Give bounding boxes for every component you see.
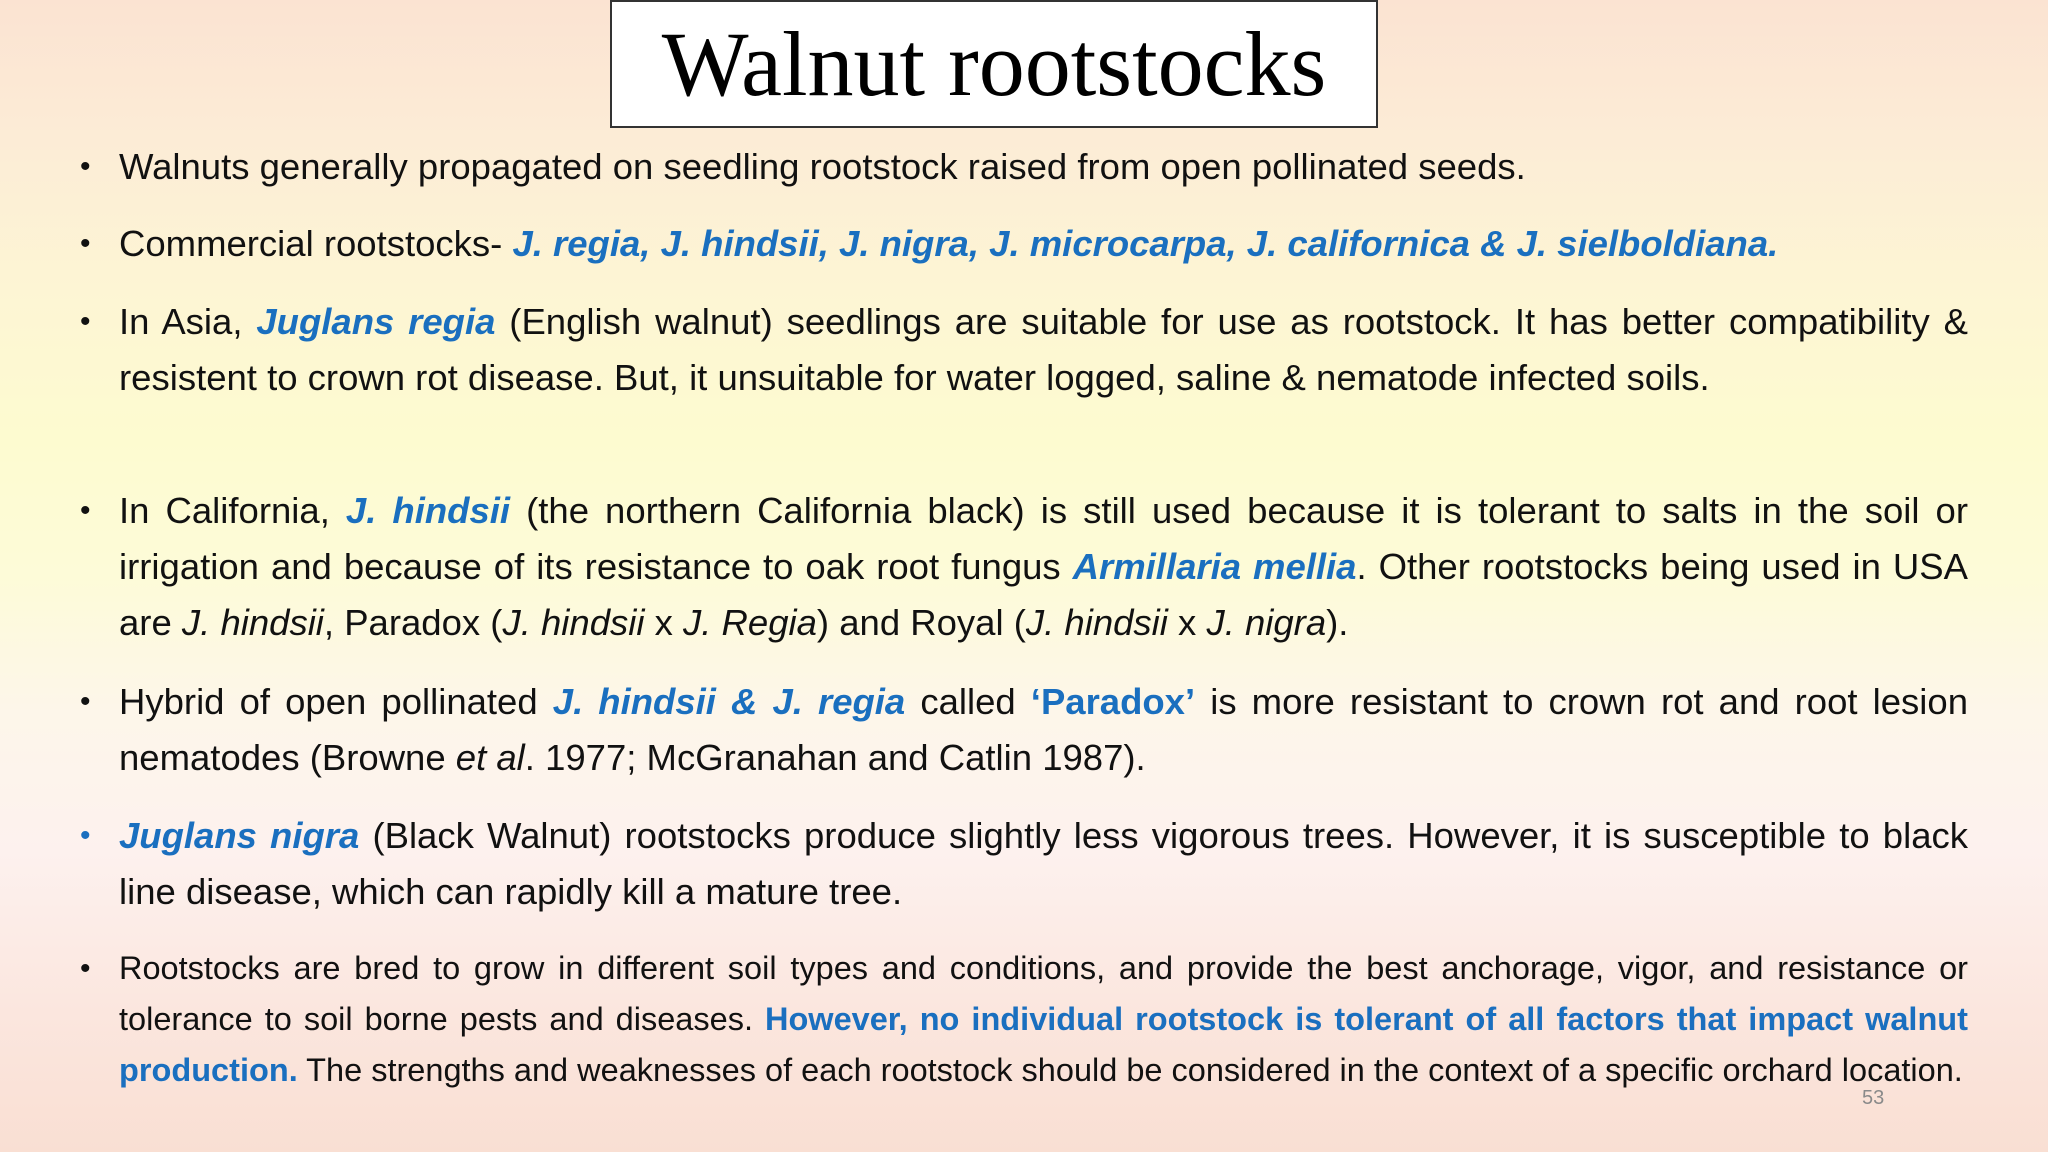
bullet-5-text-4: . 1977; McGranahan and Catlin 1987).	[524, 737, 1146, 778]
bullet-4-text-7: x	[1167, 602, 1207, 643]
bullet-5	[119, 674, 1968, 786]
bullet-5-text: Hybrid of open pollinated	[119, 681, 553, 722]
bullet-4-text-4: , Paradox (	[323, 602, 503, 643]
bullet-4-text-5: x	[644, 602, 684, 643]
bullet-7	[119, 943, 1968, 1096]
bullet-marker: •	[80, 952, 91, 985]
bullet-4-text-2: (the northern California black) is still used because it is tolerant to salts in the soil or irrigation and because of its resistance to oak root fungus	[119, 490, 1968, 587]
bullet-5-species: J. hindsii & J. regia	[552, 681, 906, 722]
bullet-2-text: Commercial rootstocks-	[119, 223, 513, 264]
bullet-7-text: Rootstocks are bred to grow in different soil types and conditions, and provide the best anchorage, vigor, and resistance or tolerance to soil borne pests and diseases.	[119, 950, 1968, 1037]
bullet-5-text-2: called	[905, 681, 1031, 722]
page-number: 53	[1862, 1087, 1885, 1109]
bullet-3	[119, 294, 1968, 406]
bullet-4-species-1: J. hindsii	[345, 490, 511, 531]
bullet-3-species: Juglans regia	[256, 301, 496, 342]
bullet-4-text-6: ) and Royal (	[816, 602, 1026, 643]
bullet-1	[119, 139, 1968, 195]
bullet-7-text-2: The strengths and weaknesses of each rootstock should be considered in the context of a specific orchard location.	[297, 1052, 1963, 1088]
bullet-marker: •	[80, 150, 91, 183]
bullet-4-italic-2: J. hindsii	[502, 602, 645, 643]
bullet-4-italic-4: J. hindsii	[1025, 602, 1168, 643]
bullet-4-text-3: . Other rootstocks being used in USA are	[119, 546, 1968, 643]
bullet-2-species: J. regia, J. hindsii, J. nigra, J. microcarpa, J. californica & J. sielboldiana.	[512, 223, 1779, 264]
bullet-2	[119, 216, 1968, 272]
bullet-4-text-8: ).	[1326, 602, 1349, 643]
bullet-4-italic-5: J. nigra	[1206, 602, 1327, 643]
bullet-3-text: In Asia,	[119, 301, 257, 342]
bullet-6	[119, 808, 1968, 920]
bullet-5-text-3: is more resistant to crown rot and root lesion nematodes (Browne	[119, 681, 1968, 778]
bullet-5-cultivar: ‘Paradox’	[1030, 681, 1196, 722]
bullet-1-text: Walnuts generally propagated on seedling rootstock raised from open pollinated seeds.	[119, 146, 1526, 187]
bullet-4-italic-3: J. Regia	[683, 602, 817, 643]
bullet-5-italic: et al	[455, 737, 525, 778]
bullet-4-text: In California,	[119, 490, 346, 531]
bullet-marker: •	[80, 819, 91, 852]
bullet-4-italic-1: J. hindsii	[181, 602, 324, 643]
bullet-3-text-rest: (English walnut) seedlings are suitable for use as rootstock. It has better compatibility & resistent to crown rot disease. But, it unsuitable for water logged, saline & nematode infected soils.	[119, 301, 1969, 398]
bullet-marker: •	[80, 305, 91, 338]
bullet-marker: •	[80, 494, 91, 527]
bullet-marker: •	[80, 227, 91, 260]
slide-title: Walnut rootstocks	[661, 13, 1327, 115]
bullet-6-species: Juglans nigra	[119, 815, 360, 856]
bullet-7-emphasis: However, no individual rootstock is tolerant of all factors that impact walnut production.	[119, 1001, 1968, 1088]
bullet-4-species-2: Armillaria mellia	[1072, 546, 1357, 587]
bullet-6-text: (Black Walnut) rootstocks produce slightly less vigorous trees. However, it is susceptible to black line disease, which can rapidly kill a mature tree.	[119, 815, 1968, 912]
bullet-4	[119, 483, 1968, 651]
bullet-marker: •	[80, 685, 91, 718]
